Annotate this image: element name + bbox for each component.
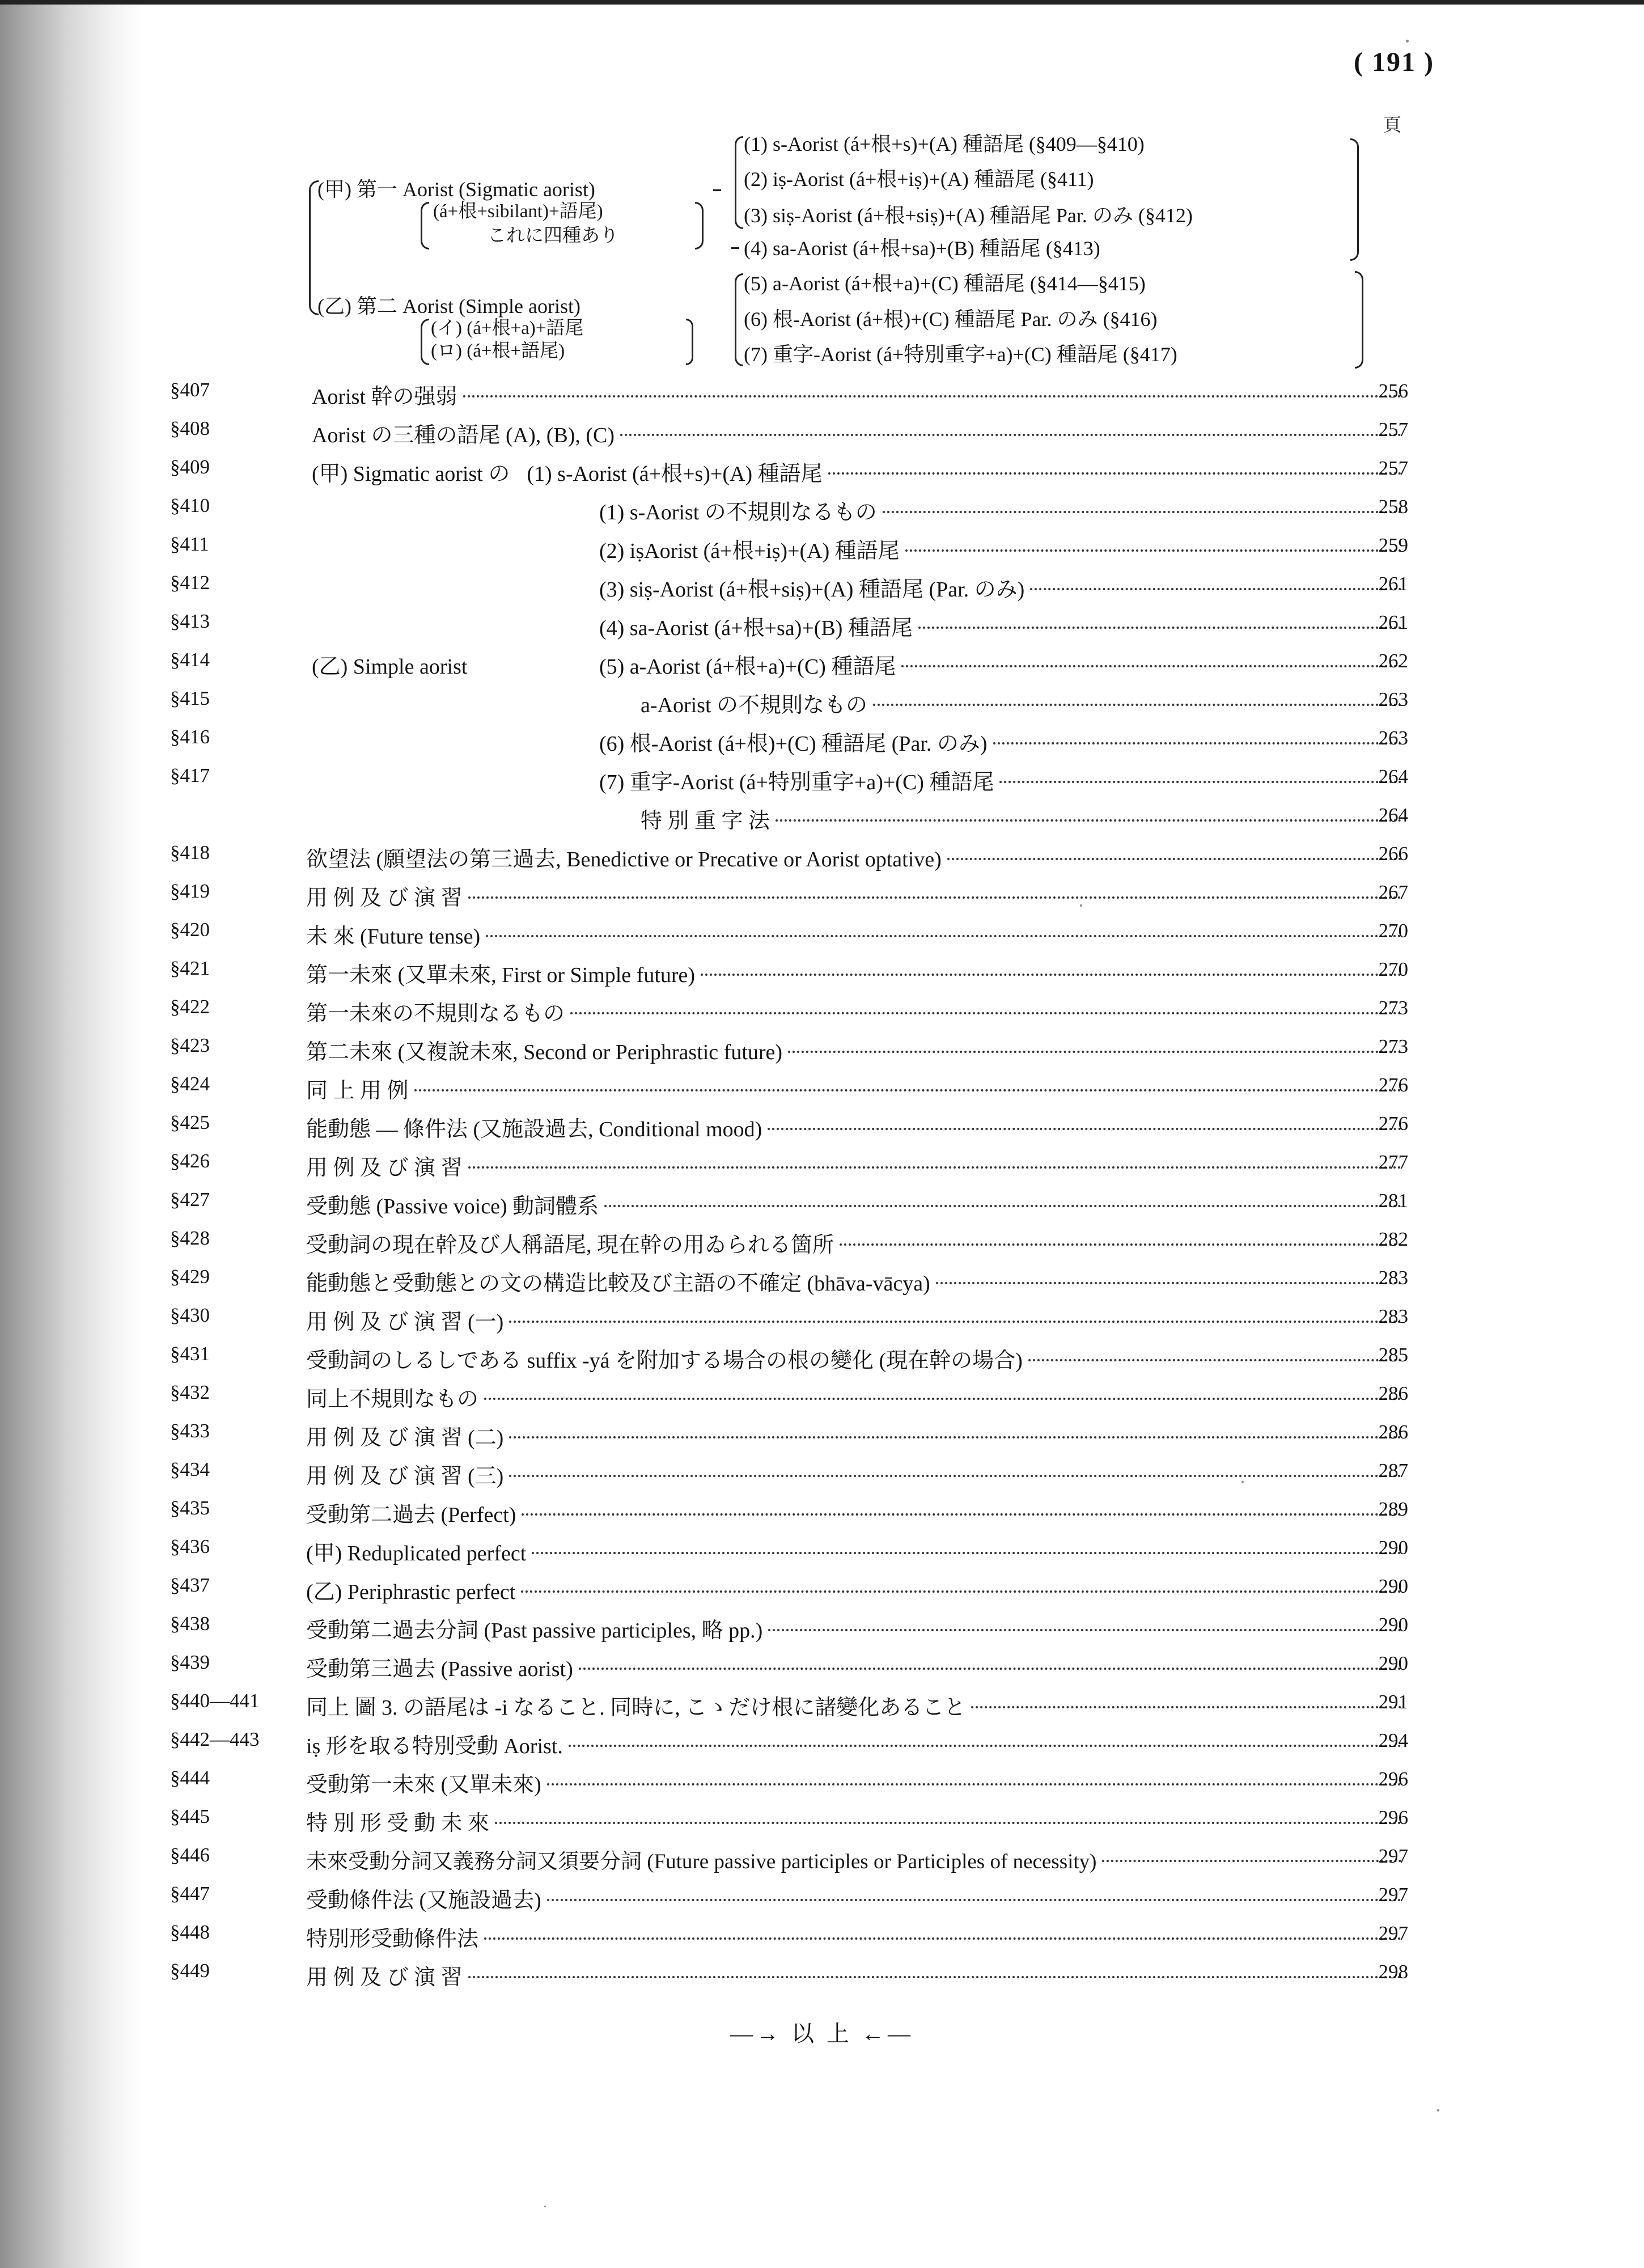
toc-entry — [599, 610, 1407, 641]
entry-title: 特 別 形 受 動 未 來 — [306, 1812, 490, 1835]
page-ref: 283 — [1378, 1267, 1408, 1289]
page-ref: 276 — [1378, 1074, 1408, 1096]
diagram-item-5: (5) a-Aorist (á+根+a)+(C) 種語尾 (§414—§415) — [744, 272, 1146, 295]
page-ref: 298 — [1378, 1961, 1408, 1983]
leader-dots — [905, 549, 1401, 552]
entry-title: a-Aorist の不規則なもの — [641, 693, 868, 717]
page-ref: 297 — [1378, 1845, 1408, 1867]
page-ref: 296 — [1378, 1768, 1408, 1790]
page-ref: 286 — [1378, 1382, 1408, 1404]
entry-title: 同上 圖 3. の語尾は -i なること. 同時に, こゝだけ根に諸變化あること — [306, 1696, 966, 1720]
entry-title: 用 例 及 び 演 習 — [306, 886, 463, 910]
entry-title: 同 上 用 例 — [306, 1079, 409, 1103]
entry-title: 受動第二過去分詞 (Past passive participles, 略 pp.) — [306, 1619, 763, 1643]
toc-row-427 — [0, 1184, 1644, 1218]
toc-row-416 — [0, 721, 1644, 755]
section-number: §449 — [170, 1960, 210, 1982]
section-number: §411 — [170, 533, 209, 555]
page-ref: 263 — [1378, 727, 1408, 749]
entry-title: 受動第二過去 (Perfect) — [306, 1503, 516, 1527]
toc-entry — [306, 1073, 1407, 1104]
section-number: §440—441 — [170, 1690, 260, 1712]
page-ref: 297 — [1378, 1922, 1408, 1944]
section-number: §430 — [170, 1304, 210, 1326]
toc-row-411 — [0, 528, 1644, 562]
leader-dots — [484, 1398, 1401, 1400]
entry-title: 受動條件法 (又施設過去) — [306, 1889, 541, 1912]
leader-dots — [936, 1282, 1401, 1284]
toc-row-409 — [0, 451, 1644, 485]
toc-row-408 — [0, 413, 1644, 447]
diagram-item-2: (2) iṣ-Aorist (á+根+iṣ)+(A) 種語尾 (§411) — [744, 168, 1094, 191]
leader-dots — [620, 434, 1401, 436]
toc-row-421 — [0, 953, 1644, 987]
toc-entry — [306, 1111, 1407, 1143]
entry-title: (6) 根-Aorist (á+根)+(C) 種語尾 (Par. のみ) — [599, 732, 988, 756]
section-number: §436 — [170, 1535, 210, 1558]
toc-entry — [641, 687, 1407, 718]
leader-dots — [463, 395, 1401, 397]
toc-row-446 — [0, 1839, 1644, 1873]
section-number: §445 — [170, 1805, 210, 1827]
entry-title: (2) iṣAorist (á+根+iṣ)+(A) 種語尾 — [599, 539, 900, 563]
end-mark: —→ 以 上 ←— — [730, 2021, 914, 2046]
entry-title: 用 例 及 び 演 習 (三) — [306, 1465, 504, 1488]
leader-dots — [883, 511, 1401, 513]
leader-dots — [468, 896, 1401, 899]
toc-entry — [306, 1343, 1407, 1374]
leader-dots — [486, 935, 1401, 937]
leader-dots — [918, 627, 1401, 629]
toc-row-437 — [0, 1569, 1644, 1603]
section-number: §439 — [170, 1651, 210, 1673]
toc-row-433 — [0, 1415, 1644, 1449]
entry-title: 能動態と受動態との文の構造比較及び主語の不確定 (bhāva-vācya) — [306, 1272, 930, 1296]
page-ref: 290 — [1378, 1575, 1408, 1597]
section-number: §446 — [170, 1844, 210, 1866]
leader-dots — [532, 1552, 1401, 1554]
toc-row-445 — [0, 1801, 1644, 1835]
toc-entry — [306, 1304, 1407, 1335]
toc-entry — [306, 1921, 1407, 1952]
leader-dots — [947, 858, 1401, 860]
leader-dots — [521, 1590, 1401, 1593]
entry-title: (7) 重字-Aorist (á+特別重字+a)+(C) 種語尾 — [599, 771, 994, 794]
section-number: §419 — [170, 880, 210, 902]
toc-entry — [312, 417, 1407, 448]
toc-row-430 — [0, 1300, 1644, 1334]
section-number: §423 — [170, 1034, 210, 1056]
toc-entry — [306, 1805, 1407, 1837]
entry-title: 未來受動分詞又義務分詞又須要分詞 (Future passive participles or Participles of necessity) — [306, 1850, 1097, 1873]
toc-entry — [306, 1420, 1407, 1451]
kou-heading: (甲) 第一 Aorist (Sigmatic aorist) — [317, 178, 595, 201]
page-ref: 259 — [1378, 534, 1408, 556]
entry-title: 未 來 (Future tense) — [306, 925, 481, 949]
page-ref: 297 — [1378, 1884, 1408, 1906]
page-ref: 270 — [1378, 958, 1408, 980]
toc-row-418 — [0, 837, 1644, 871]
toc-entry — [306, 1227, 1407, 1258]
leader-dots — [509, 1475, 1401, 1477]
entry-title: 第一未來の不規則なるもの — [306, 1002, 565, 1026]
otsu-formula-ro: (ロ) (á+根+語尾) — [431, 341, 565, 361]
toc-entry — [306, 1574, 1407, 1605]
section-number: §407 — [170, 379, 210, 401]
toc-entry — [599, 494, 1407, 526]
toc-row-special-reduplication — [0, 798, 1644, 832]
section-number: §418 — [170, 841, 210, 864]
section-number: §425 — [170, 1111, 210, 1133]
entry-title: 用 例 及 び 演 習 — [306, 1156, 463, 1180]
page-ref: 273 — [1378, 997, 1408, 1019]
section-number: §426 — [170, 1150, 210, 1172]
page-ref: 290 — [1378, 1652, 1408, 1674]
toc-entry — [306, 880, 1407, 911]
toc-row-414 — [0, 644, 1644, 678]
section-number: §416 — [170, 726, 210, 748]
toc-row-439 — [0, 1647, 1644, 1681]
kou-note: これに四種あり — [488, 226, 618, 246]
entry-title: Aorist 幹の强弱 — [312, 385, 457, 409]
toc-entry — [306, 1535, 1407, 1567]
toc-row-423 — [0, 1030, 1644, 1064]
page-ref: 283 — [1378, 1305, 1408, 1327]
otsu-heading: (乙) 第二 Aorist (Simple aorist) — [317, 295, 581, 318]
toc-row-448 — [0, 1916, 1644, 1950]
toc-row-444 — [0, 1762, 1644, 1796]
toc-entry — [306, 1034, 1407, 1065]
section-number: §420 — [170, 919, 210, 941]
section-number: §412 — [170, 572, 210, 594]
toc-row-428 — [0, 1222, 1644, 1256]
leader-dots — [873, 704, 1401, 706]
section-number: §447 — [170, 1882, 210, 1905]
toc-row-434 — [0, 1454, 1644, 1488]
entry-title: 特別形受動條件法 — [306, 1927, 479, 1951]
page-ref: 290 — [1378, 1614, 1408, 1636]
entry-title: (1) s-Aorist の不規則なるもの — [599, 501, 877, 524]
diagram-item-3: (3) siṣ-Aorist (á+根+siṣ)+(A) 種語尾 Par. のみ (§412) — [744, 204, 1193, 227]
page-ref: 266 — [1378, 843, 1408, 865]
entry-title: (乙) Periphrastic perfect — [306, 1580, 516, 1604]
leader-dots — [768, 1128, 1401, 1130]
page-ref: 263 — [1378, 688, 1408, 710]
toc-entry — [306, 1690, 1407, 1721]
toc-entry — [306, 841, 1407, 873]
leader-dots — [547, 1899, 1401, 1901]
page-ref: 261 — [1378, 573, 1408, 595]
page-ref: 287 — [1378, 1459, 1408, 1482]
leader-dots — [468, 1976, 1401, 1978]
page-ref: 276 — [1378, 1112, 1408, 1135]
toc-row-432 — [0, 1377, 1644, 1411]
section-number: §408 — [170, 417, 210, 439]
toc-row-407 — [0, 374, 1644, 408]
entry-title: 受動態 (Passive voice) 動詞體系 — [306, 1195, 599, 1218]
page-ref: 262 — [1378, 650, 1408, 672]
entry-title: iṣ 形を取る特別受動 Aorist. — [306, 1734, 563, 1758]
leader-dots — [701, 974, 1401, 976]
page-ref: 261 — [1378, 611, 1408, 633]
section-number: §434 — [170, 1458, 210, 1480]
diagram-item-4: (4) sa-Aorist (á+根+sa)+(B) 種語尾 (§413) — [744, 237, 1100, 260]
toc-entry — [306, 1844, 1407, 1875]
section-number: §429 — [170, 1266, 210, 1288]
section-number: §409 — [170, 456, 210, 478]
entry-title: 受動詞のしるしである suffix -yá を附加する場合の根の變化 (現在幹の場合) — [306, 1349, 1023, 1373]
entry-title: 特 別 重 字 法 — [641, 809, 770, 833]
toc-row-413 — [0, 606, 1644, 640]
entry-title: 能動態 — 條件法 (又施設過去, Conditional mood) — [306, 1118, 762, 1141]
leader-dots — [547, 1783, 1401, 1785]
entry-title: 受動第三過去 (Passive aorist) — [306, 1657, 573, 1681]
page-ref: 294 — [1378, 1729, 1408, 1751]
toc-entry — [306, 1497, 1407, 1528]
entry-title: 用 例 及 び 演 習 — [306, 1966, 463, 1990]
entry-lead: (甲) Sigmatic aorist の — [312, 462, 510, 486]
toc-row-436 — [0, 1531, 1644, 1565]
toc-entry — [306, 1458, 1407, 1490]
section-number: §417 — [170, 764, 210, 786]
page-number: ( 191 ) — [1354, 47, 1434, 77]
toc-entry — [312, 456, 1407, 487]
page-ref: 267 — [1378, 881, 1408, 903]
toc-entry — [599, 764, 1407, 796]
toc-entry — [306, 1150, 1407, 1181]
toc-entry — [306, 1767, 1407, 1798]
toc-row-424 — [0, 1068, 1644, 1102]
entry-title: (5) a-Aorist (á+根+a)+(C) 種語尾 — [599, 655, 896, 679]
leader-dots — [840, 1243, 1401, 1246]
section-number: §437 — [170, 1574, 210, 1596]
page-ref: 264 — [1378, 765, 1408, 788]
page-ref: 286 — [1378, 1421, 1408, 1443]
entry-title: (甲) Reduplicated perfect — [306, 1542, 527, 1565]
page-ref: 257 — [1378, 457, 1408, 479]
entry-title: 第二未來 (又複說未來, Second or Periphrastic future) — [306, 1040, 783, 1064]
entry-title: (4) sa-Aorist (á+根+sa)+(B) 種語尾 — [599, 616, 913, 640]
section-number: §414 — [170, 649, 210, 671]
section-number: §424 — [170, 1073, 210, 1095]
entry-title: 用 例 及 び 演 習 (一) — [306, 1310, 504, 1334]
leader-dots — [1030, 588, 1401, 590]
toc-entry — [306, 1613, 1407, 1644]
toc-entry — [306, 1188, 1407, 1220]
toc-entry — [312, 379, 1407, 410]
toc-entry — [306, 1381, 1407, 1412]
page-ref: 290 — [1378, 1537, 1408, 1559]
toc-entry — [306, 1960, 1407, 1991]
section-number: §422 — [170, 996, 210, 1018]
toc-entry — [599, 726, 1407, 757]
page-ref: 289 — [1378, 1498, 1408, 1520]
scan-speck — [1242, 1481, 1244, 1483]
section-number: §448 — [170, 1921, 210, 1943]
leader-dots — [604, 1205, 1401, 1207]
toc-row-422 — [0, 991, 1644, 1025]
leader-dots — [901, 665, 1401, 667]
leader-dots — [468, 1166, 1401, 1169]
section-number: §415 — [170, 687, 210, 709]
section-number: §433 — [170, 1420, 210, 1442]
section-number: §428 — [170, 1227, 210, 1249]
leader-dots — [570, 1012, 1401, 1014]
section-number: §427 — [170, 1188, 210, 1211]
toc-row-435 — [0, 1492, 1644, 1526]
scan-speck — [1080, 904, 1082, 907]
leader-dots — [522, 1513, 1401, 1516]
scan-speck — [1406, 40, 1409, 43]
toc-row-417 — [0, 760, 1644, 794]
diagram-item-7: (7) 重字-Aorist (á+特別重字+a)+(C) 種語尾 (§417) — [744, 343, 1177, 366]
entry-title: 同上不規則なもの — [306, 1387, 479, 1411]
leader-dots — [414, 1089, 1401, 1091]
toc-entry — [599, 572, 1407, 603]
leader-dots — [788, 1051, 1401, 1053]
page-ref: 257 — [1378, 418, 1408, 441]
page-ref: 282 — [1378, 1228, 1408, 1250]
toc-entry — [312, 649, 1407, 680]
leader-dots — [776, 819, 1401, 822]
page-ref: 296 — [1378, 1806, 1408, 1829]
section-number: §438 — [170, 1613, 210, 1635]
section-number: §442—443 — [170, 1728, 260, 1750]
section-number: §444 — [170, 1767, 210, 1789]
diagram-item-1: (1) s-Aorist (á+根+s)+(A) 種語尾 (§409—§410) — [744, 133, 1145, 155]
leader-dots — [1102, 1860, 1401, 1862]
page-ref: 256 — [1378, 380, 1408, 402]
leader-dots — [569, 1745, 1401, 1747]
section-number: §431 — [170, 1343, 210, 1365]
leader-dots — [509, 1436, 1401, 1438]
page-ref: 277 — [1378, 1151, 1408, 1173]
toc-entry — [306, 1651, 1407, 1682]
section-number: §435 — [170, 1497, 210, 1519]
toc-entry — [599, 533, 1407, 564]
page-ref: 273 — [1378, 1035, 1408, 1057]
entry-title: (1) s-Aorist (á+根+s)+(A) 種語尾 — [527, 462, 823, 486]
leader-dots — [828, 472, 1401, 475]
otsu-formula-i: (イ) (á+根+a)+語尾 — [431, 318, 584, 338]
toc-row-447 — [0, 1878, 1644, 1912]
diagram-item-6: (6) 根-Aorist (á+根)+(C) 種語尾 Par. のみ (§416) — [744, 308, 1158, 331]
kou-formula: (á+根+sibilant)+語尾) — [433, 201, 603, 222]
leader-dots — [579, 1668, 1401, 1670]
entry-title: 第一未來 (又單未來, First or Simple future) — [306, 963, 696, 987]
section-number: §410 — [170, 494, 210, 517]
leader-dots — [768, 1629, 1401, 1631]
toc-row-440-441 — [0, 1685, 1644, 1719]
toc-entry — [306, 996, 1407, 1027]
page-ref: 258 — [1378, 496, 1408, 518]
scan-speck — [1437, 2109, 1439, 2112]
page-ref: 281 — [1378, 1190, 1408, 1212]
toc-row-410 — [0, 490, 1644, 524]
page-ref: 270 — [1378, 920, 1408, 942]
toc-entry — [306, 1882, 1407, 1914]
leader-dots — [509, 1321, 1401, 1323]
entry-title: 受動詞の現在幹及び人稱語尾, 現在幹の用ゐられる箇所 — [306, 1233, 834, 1257]
toc-row-449 — [0, 1955, 1644, 1989]
leader-dots — [1028, 1359, 1401, 1361]
page-ref: 285 — [1378, 1344, 1408, 1366]
section-number: §421 — [170, 957, 210, 979]
toc-row-442-443 — [0, 1724, 1644, 1758]
page-ref: 264 — [1378, 804, 1408, 826]
toc-row-438 — [0, 1608, 1644, 1642]
leader-dots — [999, 781, 1401, 783]
toc-entry — [306, 957, 1407, 988]
entry-lead: (乙) Simple aorist — [312, 655, 468, 679]
toc-entry — [306, 1728, 1407, 1759]
toc-row-431 — [0, 1338, 1644, 1372]
toc-row-412 — [0, 567, 1644, 601]
leader-dots — [484, 1937, 1401, 1940]
leader-dots — [993, 742, 1401, 744]
toc-row-425 — [0, 1107, 1644, 1141]
toc-row-426 — [0, 1145, 1644, 1179]
page-column-label: 頁 — [1383, 115, 1402, 135]
toc-entry — [641, 803, 1407, 834]
entry-title: (3) siṣ-Aorist (á+根+siṣ)+(A) 種語尾 (Par. のみ) — [599, 578, 1025, 602]
leader-dots — [971, 1706, 1401, 1708]
scan-speck — [544, 2206, 546, 2207]
entry-title: 用 例 及 び 演 習 (二) — [306, 1426, 504, 1450]
entry-title: 欲望法 (願望法の第三過去, Benedictive or Precative or Aorist optative) — [306, 848, 942, 871]
toc-row-420 — [0, 914, 1644, 948]
section-number: §413 — [170, 610, 210, 632]
page-ref: 291 — [1378, 1691, 1408, 1713]
section-number: §432 — [170, 1381, 210, 1403]
toc-entry — [306, 1266, 1407, 1297]
toc-entry — [306, 919, 1407, 950]
entry-title: 受動第一未來 (又單未來) — [306, 1773, 541, 1797]
toc-row-415 — [0, 683, 1644, 717]
toc-row-419 — [0, 875, 1644, 909]
toc-row-429 — [0, 1261, 1644, 1295]
leader-dots — [495, 1822, 1401, 1824]
entry-title: Aorist の三種の語尾 (A), (B), (C) — [312, 424, 615, 447]
